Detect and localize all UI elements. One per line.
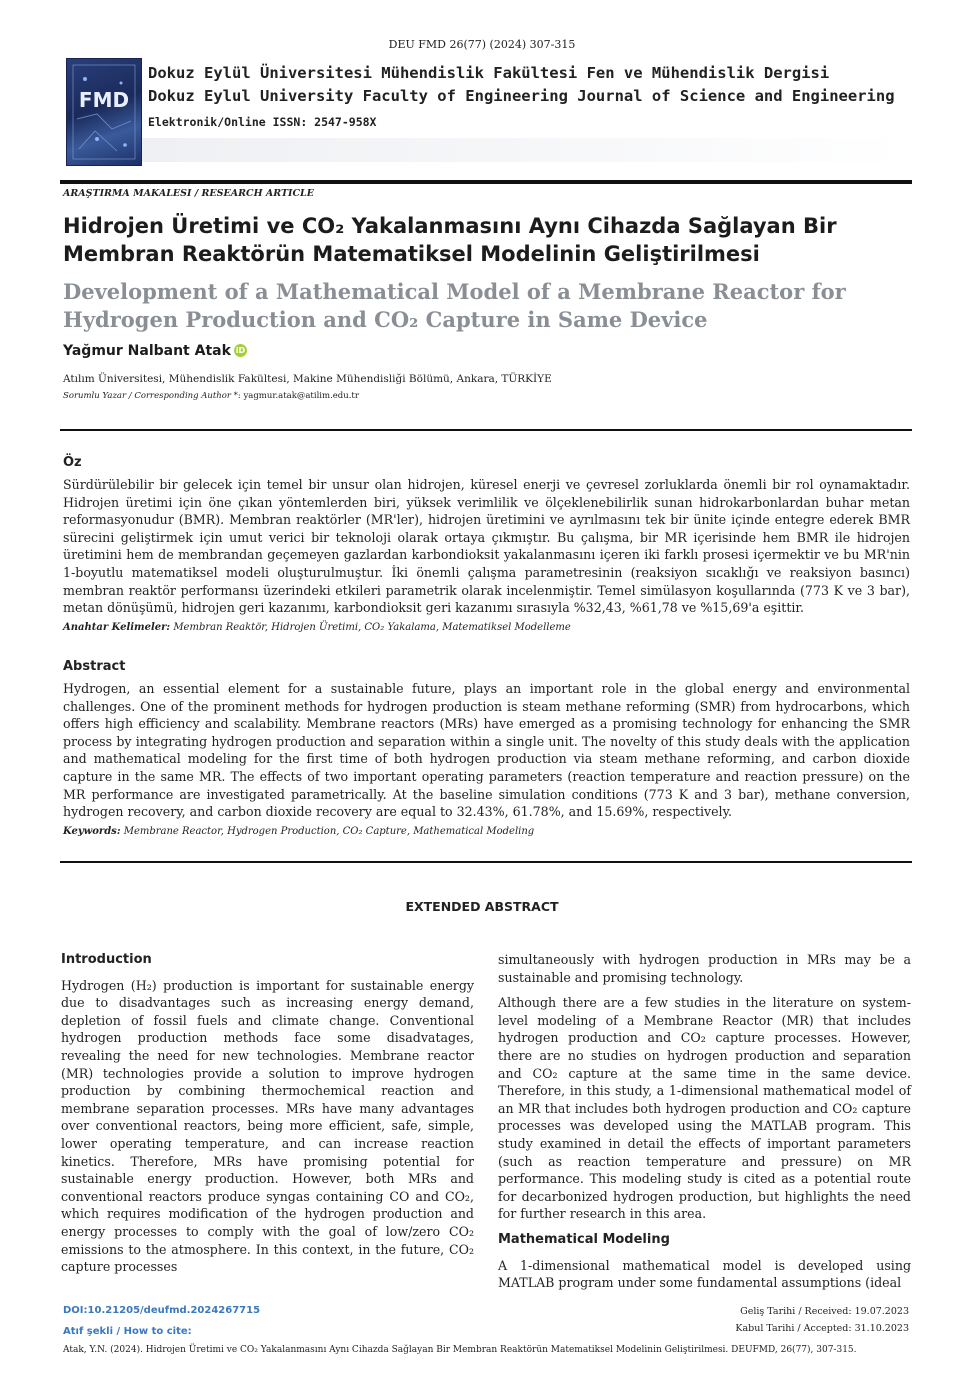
oz-keywords-label: Anahtar Kelimeler: bbox=[63, 622, 171, 633]
logo-graphic bbox=[67, 59, 141, 165]
running-head: DEU FMD 26(77) (2024) 307-315 bbox=[388, 38, 576, 51]
header-rule bbox=[60, 180, 912, 184]
received-date: Geliş Tarihi / Received: 19.07.2023 bbox=[740, 1306, 909, 1317]
extended-abstract-heading: EXTENDED ABSTRACT bbox=[405, 899, 559, 914]
math-modeling-text: A 1-dimensional mathematical model is developed using MATLAB program under some fundamental assumptions (ideal bbox=[498, 1257, 911, 1291]
math-modeling-heading: Mathematical Modeling bbox=[498, 1231, 670, 1247]
abstract-heading: Abstract bbox=[63, 659, 126, 674]
citation-text: Atak, Y.N. (2024). Hidrojen Üretimi ve CO₂ Yakalanmasını Aynı Cihazda Sağlayan Bir Membran Reaktörün Matematiksel Modelinin Geliştirilmesi. DEUFMD, 26(77), 307-315. bbox=[63, 1345, 857, 1355]
corresponding-author bbox=[63, 391, 359, 401]
header-band bbox=[142, 138, 904, 162]
issn: Elektronik/Online ISSN: 2547-958X bbox=[148, 115, 377, 129]
section-rule-2 bbox=[60, 861, 912, 863]
oz-text: Sürdürülebilir bir gelecek için temel bir unsur olan hidrojen, küresel enerji ve çevresel zorluklarda önemli bir rol oynamaktadır. Hidrojen üretimi için öne çıkan yöntemlerden biri, yüksek verimlilik ve ölçeklenebilirlik sunan hidrokarbonlardan buhar metan reformasyonudur (BMR). Membran reaktörler (MR'ler), hidrojen üretimini ve ayrılmasını tek bir ünite içinde entegre ederek BMR sürecini geliştirmek için umut verici bir teknoloji olarak ortaya çıkmıştır. Bu çalışma, bir MR içerisinde hem BMR ile hidrojen üretimini hem de membrandan geçemeyen gazlardan karbondioksit yakalanmasını içeren iki farklı prosesi içermektir ve bu MR'nin 1-boyutlu matematiksel modeli oluşturulmuştur. İki önemli çalışma parametresinin (reaksiyon sıcaklığı ve reaksiyon basıncı) membran reaktör performansı üzerindeki etkileri parametrik olarak incelenmiştir. Temel simülasyon koşullarında (773 K ve 3 bar), metan dönüşümü, hidrojen geri kazanımı, karbondioksit geri kazanımı sırasıyla %32,43, %61,78 ve %15,69'a eşittir. bbox=[63, 477, 910, 616]
right-paragraph-2: Although there are a few studies in the literature on system-level modeling of a Membrane Reactor (MR) that includes hydrogen production and CO₂ capture processes. However, there are no studies on hydrogen production and separation and CO₂ capture at the same time in the same device. Therefore, in this study, a 1-dimensional mathematical model of an MR that includes both hydrogen production and CO₂ capture processes was developed using the MATLAB program. This study examined in detail the effects of important parameters (such as reaction temperature and pressure) on MR performance. This modeling study is cited as a potential route for decarbonized hydrogen production, but highlights the need for further research in this area. bbox=[498, 995, 911, 1222]
corresponding-label: Sorumlu Yazar / Corresponding Author bbox=[63, 391, 231, 401]
journal-logo bbox=[66, 58, 142, 166]
journal-title-tr: Dokuz Eylül Üniversitesi Mühendislik Fakültesi Fen ve Mühendislik Dergisi bbox=[148, 64, 830, 82]
article-type: ARAŞTIRMA MAKALESI / RESEARCH ARTICLE bbox=[63, 188, 314, 199]
abstract-keywords bbox=[63, 826, 534, 837]
abstract-text: Hydrogen, an essential element for a sustainable future, plays an important role in the global energy and environmental challenges. One of the prominent methods for hydrogen production is steam methane reforming (SMR) from hydrocarbons, which offers high efficiency and scalability. Membrane reactors (MRs) have emerged as a promising technology for enhancing the SMR process by integrating hydrogen production and separation within a single unit. The novelty of this study deals with the application and mathematical modeling for the first time of both hydrogen production via steam methane reforming, and carbon dioxide capture in the same MR. The effects of two important operating parameters (reaction temperature and reaction pressure) on the MR performance are investigated parametrically. At the baseline simulation conditions (773 K and 3 bar), methane conversion, hydrogen recovery, and carbon dioxide recovery are equal to 32.43%, 61.78%, and 15.69%, respectively. bbox=[63, 681, 910, 820]
corresponding-email: *: yagmur.atak@atilim.edu.tr bbox=[233, 391, 359, 401]
abstract-keywords-label: Keywords: bbox=[63, 826, 121, 837]
oz-keywords bbox=[63, 622, 571, 633]
right-paragraph-1: simultaneously with hydrogen production in MRs may be a sustainable and promising technology. bbox=[498, 952, 911, 985]
title-english: Development of a Mathematical Model of a Membrane Reactor for Hydrogen Production and CO₂ Capture in Same Device bbox=[63, 279, 846, 332]
affiliation: Atılım Üniversitesi, Mühendislik Fakültesi, Makine Mühendisliği Bölümü, Ankara, TÜRKİYE bbox=[63, 373, 552, 385]
oz-keywords-list: Membran Reaktör, Hidrojen Üretimi, CO₂ Yakalama, Matematiksel Modelleme bbox=[173, 622, 571, 633]
logo-text: FMD bbox=[78, 88, 130, 112]
accepted-date: Kabul Tarihi / Accepted: 31.10.2023 bbox=[735, 1323, 909, 1334]
oz-heading: Öz bbox=[63, 455, 82, 470]
title-turkish: Hidrojen Üretimi ve CO₂ Yakalanmasını Aynı Cihazda Sağlayan Bir Membran Reaktörün Matematiksel Modelinin Geliştirilmesi bbox=[63, 214, 837, 266]
abstract-keywords-list: Membrane Reactor, Hydrogen Production, CO₂ Capture, Mathematical Modeling bbox=[123, 826, 535, 837]
right-column bbox=[498, 951, 911, 1300]
doi-link[interactable]: DOI:10.21205/deufmd.2024267715 bbox=[63, 1305, 261, 1316]
introduction-text: Hydrogen (H₂) production is important for sustainable energy due to disadvantages such as increasing energy demand, depletion of fossil fuels and climate change. Conventional hydrogen production methods face some disadvatages, revealing the need for new technologies. Membrane reactor (MR) technologies provide a solution to improve hydrogen production by combining thermochemical reaction and membrane separation processes. MRs have many advantages over conventional reactors, being more efficient, safe, simple, lower operating temperature, and can increase reaction kinetics. Therefore, MRs have promising potential for sustainable energy production. However, both MRs and conventional reactors produce syngas containing CO and CO₂, which requires modification of the hydrogen production and energy processes to comply with the goal of low/zero CO₂ emissions to the atmosphere. In this context, in the future, CO₂ capture processes bbox=[61, 977, 474, 1275]
author bbox=[63, 343, 247, 359]
introduction-heading: Introduction bbox=[61, 952, 152, 967]
left-column bbox=[61, 951, 474, 1284]
orcid-icon[interactable]: iD bbox=[235, 346, 246, 355]
journal-title-en: Dokuz Eylul University Faculty of Engineering Journal of Science and Engineering bbox=[148, 87, 895, 105]
how-to-cite-label: Atıf şekli / How to cite: bbox=[63, 1326, 192, 1337]
author-name: Yağmur Nalbant Atak bbox=[63, 343, 231, 359]
section-rule bbox=[60, 429, 912, 431]
